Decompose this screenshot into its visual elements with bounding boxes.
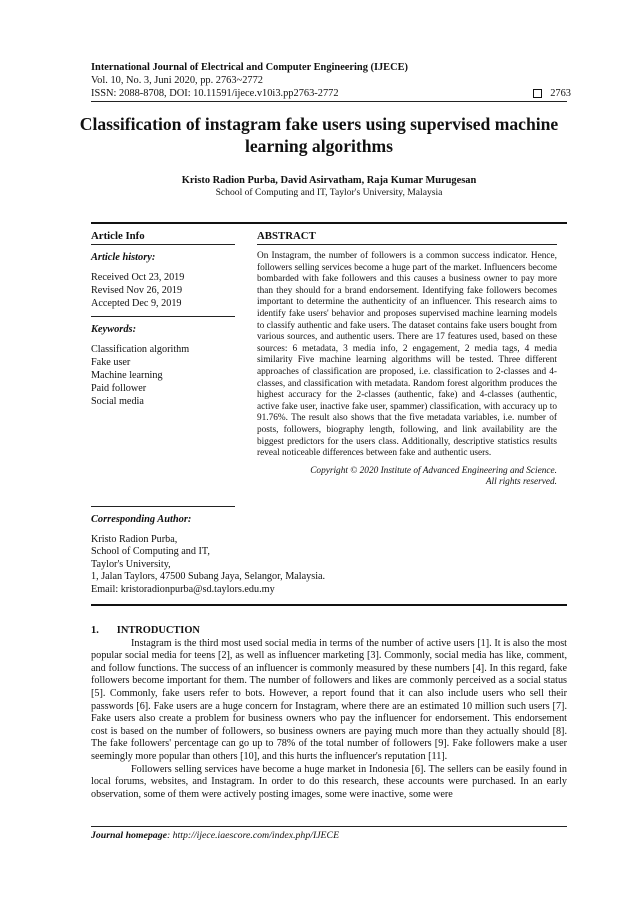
abstract-text: On Instagram, the number of followers is a common success indicator. Hence, followers selling services become a huge part of the market. Influencers become bombarded with fake followers and this causes a business owner to pay more than they should for a brand endorsement. Identifying fake followers becomes important to determine the authenticity of an influencer. This research aims to identify fake users' behavior and proposes supervised machine learning models to classify authentic and fake users. The dataset contains fake users bought from various sources, and authentic users. There are 17 features used, based on these sources: 6 metadata, 3 media info, 2 engagement, 2 media tags, 4 media similarity Five machine learning algorithms will be tested. Three different approaches of classification are proposed, i.e. classification to 2-classes and 4-classes, and classification with metadata. Random forest algorithm produces the highest accuracy for the 2-classes (authentic, fake) and 4-classes (authentic, active fake user, inactive fake user, spammer) classification, with accuracy up to 91.76%. The result also shows that the five metadata variables, i.e. number of posts, followers, biography length, following, and link availability are the biggest predictors for the users class. Additionally, descriptive statistics results reveal noticeable differences between fake and authentic users. xyxy=(257,251,557,459)
journal-name: International Journal of Electrical and Computer Engineering (IJECE) xyxy=(91,62,409,73)
abstract-divider xyxy=(257,244,557,245)
keyword-item: Machine learning xyxy=(91,370,163,381)
corresponding-line: School of Computing and IT, xyxy=(91,546,210,558)
article-info-heading: Article Info xyxy=(91,230,145,242)
journal-homepage-footer: Journal homepage: http://ijece.iaescore.com/index.php/IJECE xyxy=(91,830,340,841)
keyword-item: Social media xyxy=(91,396,144,407)
corresponding-divider xyxy=(91,506,235,507)
history-item: Accepted Dec 9, 2019 xyxy=(91,298,182,309)
section-title: INTRODUCTION xyxy=(116,625,200,636)
corresponding-email[interactable]: Email: kristoradionpurba@sd.taylors.edu.my xyxy=(91,583,275,595)
volume-line: Vol. 10, No. 3, Juni 2020, pp. 2763~2772 xyxy=(91,75,263,86)
history-item: Received Oct 23, 2019 xyxy=(91,272,185,283)
paper-title: Classification of instagram fake users using supervised machine learning algorithms xyxy=(79,114,559,156)
copyright-notice xyxy=(257,466,557,489)
keyword-item: Classification algorithm xyxy=(91,344,190,355)
body-paragraph: Followers selling services have become a huge market in Indonesia [6]. The sellers can be easily found in local forums, websites, and Instagram. In order to do this research, these accounts were purchased. In an early observation, some of them were actively posting images, some were inactive, some were xyxy=(91,763,567,800)
footer-divider xyxy=(91,826,567,827)
abstract-heading: ABSTRACT xyxy=(257,230,316,242)
keywords-heading: Keywords: xyxy=(91,324,137,335)
introduction-section xyxy=(91,625,567,801)
info-top-divider xyxy=(91,222,567,224)
introduction-heading xyxy=(91,625,567,638)
corresponding-line: 1, Jalan Taylors, 47500 Subang Jaya, Selangor, Malaysia. xyxy=(91,571,326,583)
page-number: 2763 xyxy=(550,88,571,99)
article-info-divider xyxy=(91,244,235,245)
header-divider xyxy=(91,101,567,102)
author-list: Kristo Radion Purba, David Asirvatham, Raja Kumar Murugesan xyxy=(181,175,477,186)
article-info-column xyxy=(91,230,235,408)
corresponding-author-section xyxy=(91,506,567,597)
journal-homepage-link[interactable]: http://ijece.iaescore.com/index.php/IJECE xyxy=(172,830,340,841)
corresponding-line: Taylor's University, xyxy=(91,558,171,570)
journal-header xyxy=(91,61,571,100)
keywords-list xyxy=(91,343,235,408)
copyright-line: All rights reserved. xyxy=(485,477,557,488)
keyword-item: Fake user xyxy=(91,357,131,368)
keywords-divider xyxy=(91,316,235,317)
square-bullet-icon xyxy=(533,89,542,98)
corresponding-bottom-divider xyxy=(91,604,567,606)
corresponding-line: Kristo Radion Purba, xyxy=(91,533,178,545)
history-heading: Article history: xyxy=(91,252,156,263)
body-paragraph: Instagram is the third most used social media in terms of the number of active users [1]. It is also the most popular social media for teens [2], as well as influencer marketing [3]. Commonly, social media has like, comment, and follow functions. The success of an influencer is commonly measured by these numbers [4]. In this regard, fake followers become important for them. The number of followers and likes are commonly perceived as a social status [5]. Commonly, fake users refer to bots. However, a report found that it can also include users who sell their passwords [6]. Fake users are a huge concern for Instagram, where there are an estimated 10 million such users [7]. Fake users also create a problem for business owners who pay the influencer for endorsement. This endorsement cost is based on the number of followers, so business owners are paying much more than they actually should [8]. The fake followers' percentage can go up to 78% of the total number of followers [9]. Fake followers make a user seemingly more popular than others [10], and this hurts the influencer's reputation [11]. xyxy=(91,637,567,762)
affiliation: School of Computing and IT, Taylor's University, Malaysia xyxy=(215,187,443,198)
page-number-block xyxy=(533,87,571,100)
keyword-item: Paid follower xyxy=(91,383,147,394)
history-list xyxy=(91,271,235,310)
footer-label: Journal homepage xyxy=(91,830,167,841)
copyright-line: Copyright © 2020 Institute of Advanced Engineering and Science. xyxy=(310,465,557,476)
abstract-column xyxy=(257,230,557,489)
issn-line: ISSN: 2088-8708, DOI: 10.11591/ijece.v10i3.pp2763-2772 xyxy=(91,88,339,99)
corresponding-heading: Corresponding Author: xyxy=(91,514,192,525)
history-item: Revised Nov 26, 2019 xyxy=(91,285,183,296)
section-number: 1. xyxy=(91,625,99,636)
